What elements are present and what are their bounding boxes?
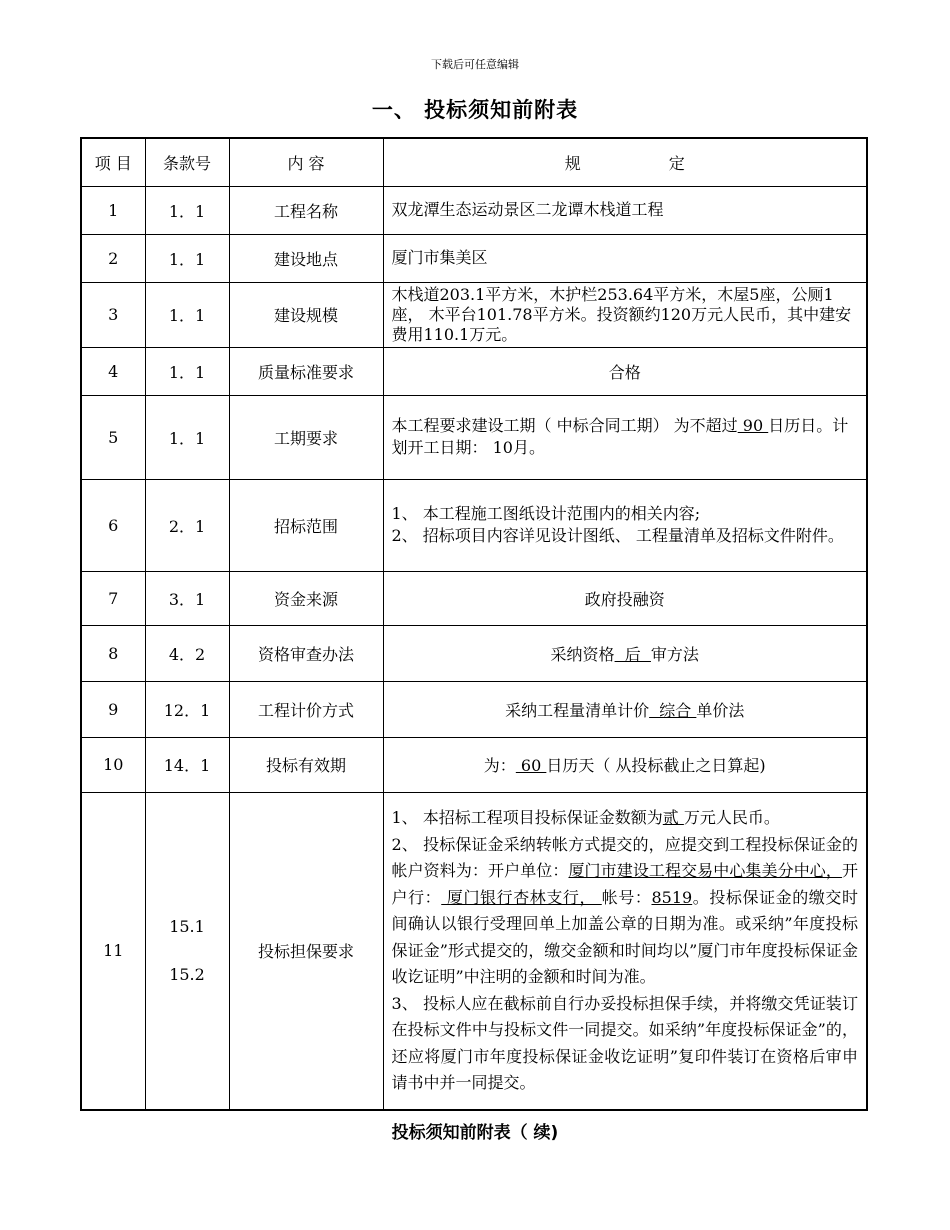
row-clause: 1．1	[145, 347, 229, 395]
row-rule: 采纳工程量清单计价 综合 单价法	[383, 681, 867, 737]
row-rule: 合格	[383, 347, 867, 395]
row-rule: 双龙潭生态运动景区二龙谭木栈道工程	[383, 186, 867, 234]
row-item: 投标担保要求	[229, 792, 383, 1110]
table-header-row	[81, 138, 867, 186]
row-item: 质量标准要求	[229, 347, 383, 395]
row-item: 工期要求	[229, 395, 383, 479]
table-row	[81, 479, 867, 571]
row-item: 招标范围	[229, 479, 383, 571]
header-clause: 条款号	[145, 138, 229, 186]
bid-instructions-table	[80, 137, 868, 1111]
table-row	[81, 347, 867, 395]
continuation-title: 投标须知前附表（ 续)	[391, 1123, 559, 1143]
header-no: 项 目	[81, 138, 145, 186]
row-clause: 3．1	[145, 571, 229, 625]
row-clause: 1．1	[145, 395, 229, 479]
row-rule: 为： 60 日历天（ 从投标截止之日算起)	[383, 737, 867, 792]
row-clause: 14．1	[145, 737, 229, 792]
row-no: 2	[81, 234, 145, 282]
row-no: 9	[81, 681, 145, 737]
table-row	[81, 186, 867, 234]
row-clause: 4．2	[145, 625, 229, 681]
row-no: 10	[81, 737, 145, 792]
table-row	[81, 395, 867, 479]
row-item: 建设地点	[229, 234, 383, 282]
row-item: 建设规模	[229, 282, 383, 347]
row-no: 8	[81, 625, 145, 681]
header-note: 下载后可任意编辑	[431, 58, 519, 71]
row-rule: 1、 本招标工程项目投标保证金数额为贰 万元人民币。 2、 投标保证金采纳转帐方式提交的，应提交到工程投标保证金的帐户资料为：开户单位：厦门市建设工程交易中心集美分中心，开户行： 厦门银行杏林支行， 帐号：8519。投标保证金的缴交时间确认以银行受理回单上加盖公章的日期为准。或采纳”年度投标保证金”形式提交的，缴交金额和时间均以”厦门市年度投标保证金收讫证明”中注明的金额和时间为准。 3、 投标人应在截标前自行办妥投标担保手续，并将缴交凭证装订在投标文件中与投标文件一同提交。如采纳”年度投标保证金”的，还应将厦门市年度投标保证金收讫证明”复印件装订在资格后审申请书中并一同提交。	[383, 792, 867, 1110]
row-no: 3	[81, 282, 145, 347]
row-item: 资格审查办法	[229, 625, 383, 681]
row-rule: 政府投融资	[383, 571, 867, 625]
row-rule: 1、 本工程施工图纸设计范围内的相关内容; 2、 招标项目内容详见设计图纸、 工程量清单及招标文件附件。	[383, 479, 867, 571]
row-item: 资金来源	[229, 571, 383, 625]
row-rule: 采纳资格 后 审方法	[383, 625, 867, 681]
header-content: 内 容	[229, 138, 383, 186]
row-rule: 本工程要求建设工期（ 中标合同工期） 为不超过 90 日历日。计划开工日期： 10月。	[383, 395, 867, 479]
row-clause: 1．1	[145, 186, 229, 234]
table-row	[81, 681, 867, 737]
row-no: 7	[81, 571, 145, 625]
row-no: 4	[81, 347, 145, 395]
table-row	[81, 737, 867, 792]
page-title: 一、 投标须知前附表	[371, 98, 579, 122]
table-row	[81, 571, 867, 625]
table-row	[81, 282, 867, 347]
row-no: 1	[81, 186, 145, 234]
row-rule: 木栈道203.1平方米，木护栏253.64平方米，木屋5座，公厕1座， 木平台101.78平方米。投资额约120万元人民币，其中建安费用110.1万元。	[383, 282, 867, 347]
header-rule: 规 定	[383, 138, 867, 186]
row-rule: 厦门市集美区	[383, 234, 867, 282]
row-no: 5	[81, 395, 145, 479]
row-clause: 12．1	[145, 681, 229, 737]
row-item: 投标有效期	[229, 737, 383, 792]
row-clause: 15.1 15.2	[145, 792, 229, 1110]
row-no: 6	[81, 479, 145, 571]
row-clause: 1．1	[145, 282, 229, 347]
row-item: 工程计价方式	[229, 681, 383, 737]
row-item: 工程名称	[229, 186, 383, 234]
row-no: 11	[81, 792, 145, 1110]
row-clause: 2．1	[145, 479, 229, 571]
table-row	[81, 792, 867, 1110]
table-row	[81, 625, 867, 681]
row-clause: 1．1	[145, 234, 229, 282]
table-row	[81, 234, 867, 282]
